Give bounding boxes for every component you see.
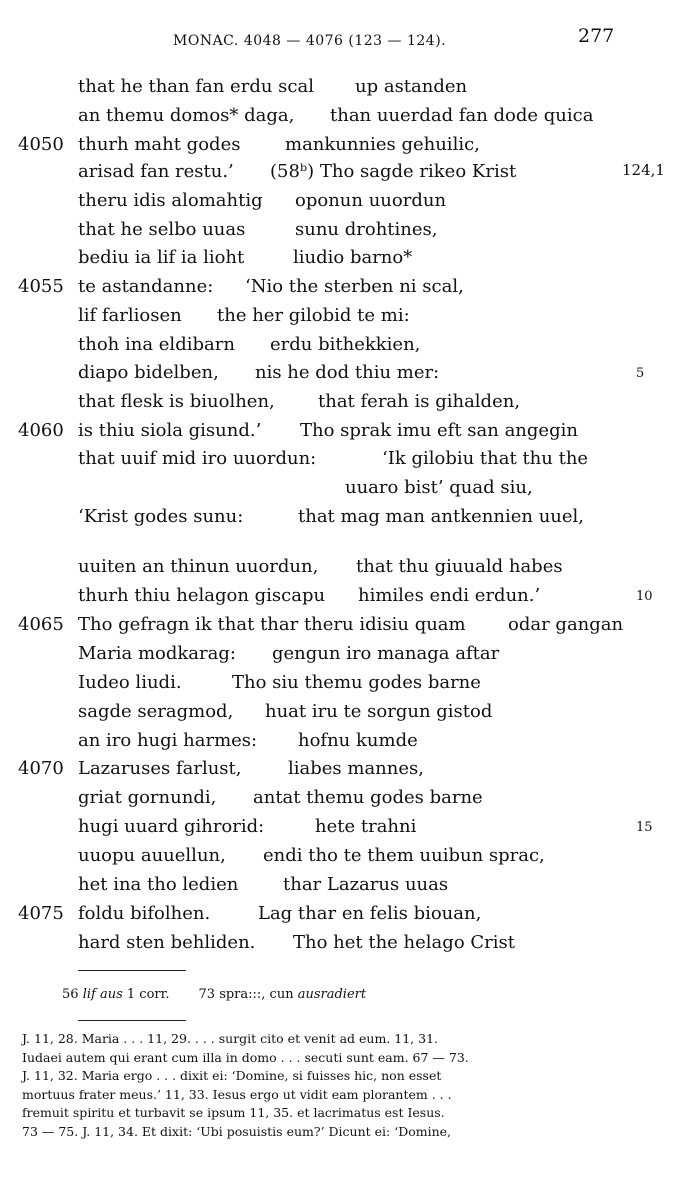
verse-line <box>0 874 687 902</box>
latin-rule <box>78 1020 186 1021</box>
verse-second-half: Lag thar en felis biouan, <box>258 903 482 924</box>
verse-second-half: the her gilobid te mi: <box>217 305 410 326</box>
verse-second-half: himiles endi erdun.’ <box>358 585 541 606</box>
verse-line <box>0 391 687 419</box>
verse-first-half: Lazaruses farlust, <box>78 758 242 779</box>
running-title: MONAC. 4048 — 4076 (123 — 124). <box>173 33 447 49</box>
verse-second-half: up astanden <box>355 76 468 97</box>
verse-first-half: lif farliosen <box>78 305 182 326</box>
verse-second-half: oponun uuordun <box>295 190 447 211</box>
footnote-text: 1 corr. <box>126 987 170 1002</box>
verse-line <box>0 134 687 162</box>
verse-line <box>0 816 687 844</box>
verse-first-half: sagde seragmod, <box>78 701 234 722</box>
verse-line <box>0 672 687 700</box>
verse-second-half: Tho het the helago Crist <box>293 932 515 953</box>
latin-line: 73 — 75. J. 11, 34. Et dixit: ‘Ubi posuistis eum?’ Dicunt ei: ‘Domine, <box>22 1123 452 1139</box>
footnote-number: 73 <box>198 987 216 1002</box>
verse-first-half: thurh thiu helagon giscapu <box>78 585 326 606</box>
verse-first-half: te astandanne: <box>78 276 214 297</box>
verse-first-half: Maria modkarag: <box>78 643 236 664</box>
footnote-number: 56 <box>62 987 79 1002</box>
verse-line <box>0 305 687 333</box>
footnote-text: aus <box>99 987 123 1002</box>
verse-first-half: foldu bifolhen. <box>78 903 211 924</box>
verse-second-half: gengun iro managa aftar <box>272 643 500 664</box>
footnote-rule <box>78 970 186 971</box>
footnote-text: spra:::, cun <box>219 987 294 1002</box>
verse-second-half: Tho sprak imu eft san angegin <box>300 420 578 441</box>
footnote-text: lif <box>82 987 96 1002</box>
verse-number: 4075 <box>18 903 64 924</box>
latin-line: J. 11, 32. Maria ergo . . . dixit ei: ‘Domine, si fuisses hic, non esset <box>22 1068 442 1083</box>
verse-number: 4050 <box>18 134 64 155</box>
verse-line <box>0 105 687 133</box>
verse-first-half: hard sten behliden. <box>78 932 256 953</box>
verse-line <box>0 362 687 390</box>
source-reference: 5 <box>636 366 645 381</box>
verse-number: 4055 <box>18 276 64 297</box>
verse-first-half: thurh maht godes <box>78 134 241 155</box>
verse-first-half: thoh ina eldibarn <box>78 334 235 355</box>
verse-first-half: griat gornundi, <box>78 787 217 808</box>
latin-line: mortuus frater meus.’ 11, 33. Iesus ergo ut vidit eam plorantem . . . <box>22 1086 452 1102</box>
textual-footnote <box>62 987 366 1002</box>
verse-first-half: diapo bidelben, <box>78 362 219 383</box>
verse-line <box>0 247 687 275</box>
source-reference: 10 <box>636 589 653 604</box>
verse-second-half: that mag man antkennien uuel, <box>298 506 585 527</box>
verse-second-half: that thu giuuald habes <box>356 556 563 577</box>
verse-second-half: hete trahni <box>315 816 417 837</box>
verse-line <box>0 903 687 931</box>
verse-first-half: ‘Krist godes sunu: <box>78 506 244 527</box>
verse-second-half: liudio barno* <box>293 247 413 268</box>
verse-line <box>0 477 687 505</box>
verse-second-half: ‘Ik gilobiu that thu the <box>382 448 589 469</box>
verse-first-half: Tho gefragn ik that thar theru idisiu quam <box>78 614 466 635</box>
page-number: 277 <box>578 25 615 47</box>
verse-line <box>0 643 687 671</box>
verse-line <box>0 448 687 476</box>
verse-line <box>0 556 687 584</box>
verse-first-half: hugi uuard gihrorid: <box>78 816 265 837</box>
verse-second-half: that ferah is gihalden, <box>318 391 521 412</box>
verse-line <box>0 76 687 104</box>
verse-second-half: mankunnies gehuilic, <box>285 134 480 155</box>
verse-line <box>0 614 687 642</box>
verse-first-half: an iro hugi harmes: <box>78 730 258 751</box>
verse-first-half: het ina tho ledien <box>78 874 239 895</box>
verse-line <box>0 787 687 815</box>
verse-first-half: that he than fan erdu scal <box>78 76 314 97</box>
latin-line: J. 11, 28. Maria . . . 11, 29. . . . surgit cito et venit ad eum. 11, 31. <box>22 1031 438 1046</box>
verse-first-half: that he selbo uuas <box>78 219 246 240</box>
verse-second-half: ‘Nio the sterben ni scal, <box>245 276 464 297</box>
verse-second-half: erdu bithekkien, <box>270 334 421 355</box>
verse-line <box>0 506 687 534</box>
verse-line <box>0 585 687 613</box>
verse-second-half: endi tho te them uuibun sprac, <box>263 845 545 866</box>
verse-first-half: Iudeo liudi. <box>78 672 182 693</box>
verse-second-half: thar Lazarus uuas <box>283 874 449 895</box>
verse-second-half: (58ᵇ) Tho sagde rikeo Krist <box>270 161 517 182</box>
verse-second-half: Tho siu themu godes barne <box>232 672 481 693</box>
latin-line: fremuit spiritu et turbavit se ipsum 11, 35. et lacrimatus est Iesus. <box>22 1105 445 1120</box>
verse-second-half: nis he dod thiu mer: <box>255 362 440 383</box>
verse-line <box>0 190 687 218</box>
latin-source-notes <box>22 1030 652 1141</box>
verse-line <box>0 334 687 362</box>
verse-first-half: arisad fan restu.’ <box>78 161 234 182</box>
verse-first-half: is thiu siola gisund.’ <box>78 420 262 441</box>
source-reference: 15 <box>636 820 653 835</box>
verse-number: 4065 <box>18 614 64 635</box>
verse-line <box>0 276 687 304</box>
footnote-text: ausradiert <box>297 987 367 1002</box>
verse-second-half: than uuerdad fan dode quica <box>330 105 594 126</box>
verse-second-half: sunu drohtines, <box>295 219 438 240</box>
verse-first-half: that flesk is biuolhen, <box>78 391 275 412</box>
verse-first-half: uuopu auuellun, <box>78 845 226 866</box>
verse-line <box>0 420 687 448</box>
verse-first-half: theru idis alomahtig <box>78 190 263 211</box>
verse-number: 4070 <box>18 758 64 779</box>
verse-first-half: that uuif mid iro uuordun: <box>78 448 317 469</box>
verse-line <box>0 758 687 786</box>
verse-line <box>0 845 687 873</box>
verse-line <box>0 932 687 960</box>
verse-second-half: liabes mannes, <box>288 758 424 779</box>
verse-second-half: antat themu godes barne <box>253 787 483 808</box>
verse-second-half: hofnu kumde <box>298 730 418 751</box>
verse-first-half: an themu domos* daga, <box>78 105 295 126</box>
verse-number: 4060 <box>18 420 64 441</box>
source-reference: 124,1 <box>622 161 665 179</box>
latin-line: Iudaei autem qui erant cum illa in domo . . . secuti sunt eam. 67 — 73. <box>22 1049 469 1065</box>
verse-first-half: bediu ia lif ia lioht <box>78 247 245 268</box>
verse-line <box>0 161 687 189</box>
verse-line <box>0 219 687 247</box>
verse-second-half: huat iru te sorgun gistod <box>265 701 493 722</box>
verse-line <box>0 701 687 729</box>
verse-second-half: uuaro bist’ quad siu, <box>345 477 533 498</box>
verse-second-half: odar gangan <box>508 614 624 635</box>
verse-line <box>0 730 687 758</box>
verse-first-half: uuiten an thinun uuordun, <box>78 556 319 577</box>
